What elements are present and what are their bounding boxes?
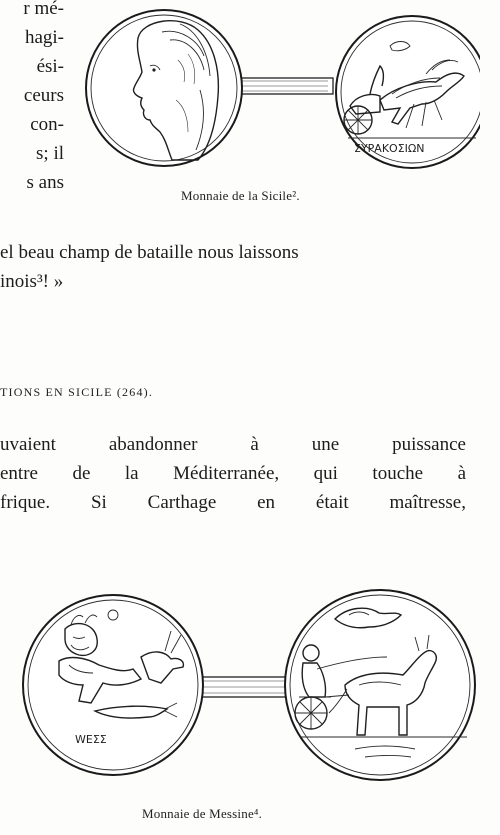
text-line-3: ési- [36,56,64,77]
sicily-coin-reverse [336,16,480,168]
messina-coin-reverse [285,590,475,780]
text-line-7: s ans [26,172,64,193]
messina-coin-legend: WEΣΣ [75,733,107,746]
text-line-5: con- [30,114,64,135]
paragraph-2-line-2: entre de la Méditerranée, qui touche à [0,463,466,484]
text-line-6: s; il [36,143,64,164]
messina-coin-illustration [15,585,495,785]
paragraph-2-line-3: frique. Si Carthage en était maîtresse, [0,492,466,513]
sicily-coin-legend: ΣΥΡΑΚΟΣΙΩΝ [354,142,425,155]
caption-messina: Monnaie de Messine⁴. [142,806,263,821]
caption-sicily: Monnaie de la Sicile². [181,188,300,203]
paragraph-1-line-2: inois³! » [0,271,64,292]
coin-connector-bar [193,677,297,697]
paragraph-1-line-1: el beau champ de bataille nous laissons [0,242,299,263]
sicily-coin-illustration [80,0,480,185]
text-line-2: hagi- [24,27,64,48]
paragraph-2-line-1: uvaient abandonner à une puissance [0,434,466,455]
messina-coin-obverse [23,595,203,775]
section-heading: TIONS EN SICILE (264). [0,385,154,399]
text-line-4: ceurs [23,85,64,106]
sicily-coin-obverse [86,10,242,166]
text-line-1: r mé- [23,0,64,19]
